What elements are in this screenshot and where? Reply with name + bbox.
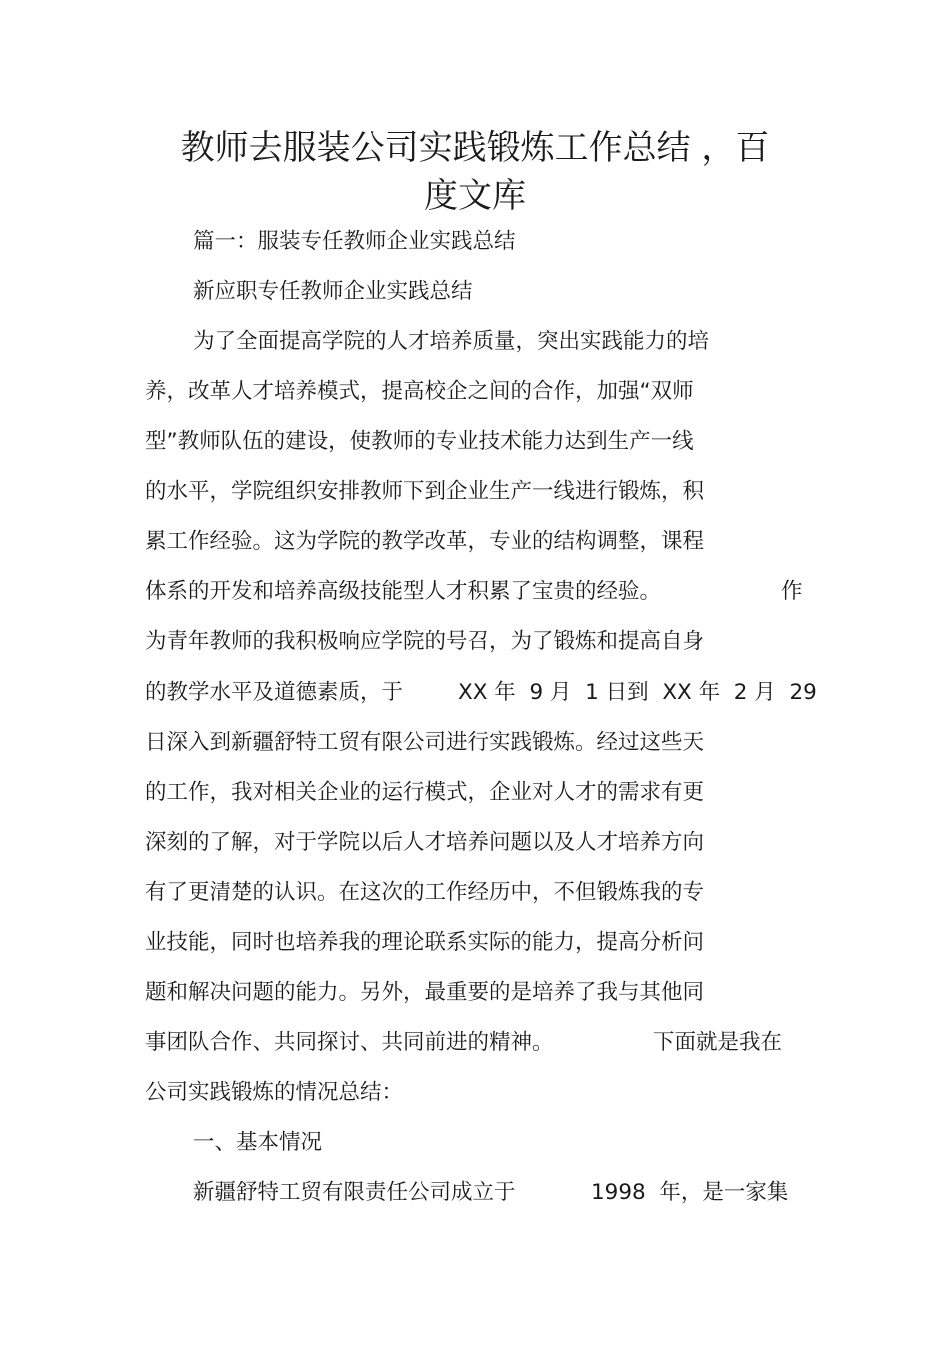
paragraph-line-dates: XX 年 9 月 1 日到 XX 年 2 月 29 [458, 680, 817, 705]
paragraph-line: 有了更清楚的认识。在这次的工作经历中，不但锻炼我的专 [145, 880, 705, 905]
paragraph-line: 日深入到新疆舒特工贸有限公司进行实践锻炼。经过这些天 [145, 730, 705, 755]
paragraph-line: 为了全面提高学院的人才培养质量，突出实践能力的培 [193, 329, 710, 354]
paragraph-line: 业技能，同时也培养我的理论联系实际的能力，提高分析问 [145, 930, 705, 955]
paragraph-line: 养，改革人才培养模式，提高校企之间的合作，加强“双师 [145, 379, 694, 404]
paragraph-line-fragment: 作 [781, 579, 803, 604]
paragraph-line: 深刻的了解，对于学院以后人才培养问题以及人才培养方向 [145, 830, 705, 855]
paragraph-line: 题和解决问题的能力。另外，最重要的是培养了我与其他同 [145, 980, 705, 1005]
paragraph-line-fragment: 下面就是我在 [653, 1030, 783, 1055]
subheading: 新应职专任教师企业实践总结 [193, 279, 473, 304]
paragraph-line: 的水平，学院组织安排教师下到企业生产一线进行锻炼，积 [145, 479, 705, 504]
paragraph-line: 事团队合作、共同探讨、共同前进的精神。 [145, 1030, 554, 1055]
paragraph-line: 公司实践锻炼的情况总结： [145, 1080, 404, 1105]
paragraph-line: 新疆舒特工贸有限责任公司成立于 [193, 1180, 516, 1205]
section-heading-basic-info: 一、基本情况 [193, 1130, 323, 1155]
paragraph-line: 的工作，我对相关企业的运行模式，企业对人才的需求有更 [145, 780, 705, 805]
paragraph-line: 体系的开发和培养高级技能型人才积累了宝贵的经验。 [145, 579, 662, 604]
paragraph-line: 累工作经验。这为学院的教学改革，专业的结构调整，课程 [145, 529, 705, 554]
paragraph-line: 型”教师队伍的建设，使教师的专业技术能力达到生产一线 [145, 429, 694, 454]
document-title-line-2: 度文库 [424, 176, 526, 216]
paragraph-line: 为青年教师的我积极响应学院的号召，为了锻炼和提高自身 [145, 629, 705, 654]
paragraph-line: 的教学水平及道德素质，于 [145, 680, 404, 705]
section-heading-part-one: 篇一：服装专任教师企业实践总结 [193, 229, 516, 254]
paragraph-line-fragment: 1998 年，是一家集 [591, 1180, 789, 1205]
document-title-line-1: 教师去服装公司实践锻炼工作总结 ，百 [180, 128, 770, 168]
